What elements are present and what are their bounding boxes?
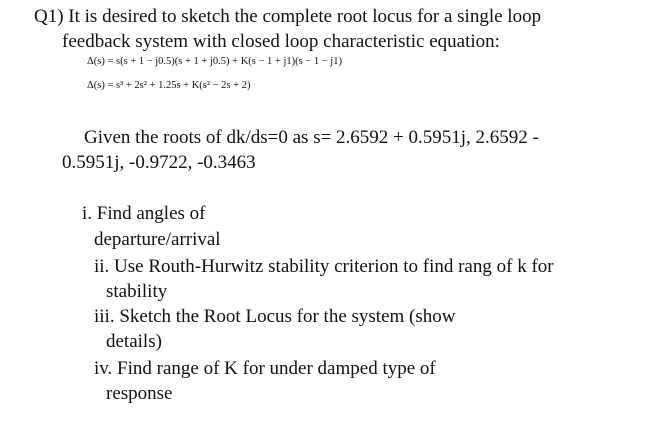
task-item-2-line-1: ii. Use Routh-Hurwitz stability criterion to find rang of k for: [94, 256, 554, 277]
task-item-3-line-2: details): [106, 331, 162, 352]
task-item-3-line-1: iii. Sketch the Root Locus for the system (show: [94, 306, 456, 327]
task-item-1-line-2: departure/arrival: [94, 229, 221, 250]
task-item-2-line-2: stability: [106, 281, 168, 302]
task-item-4-line-2: response: [106, 383, 173, 404]
question-text-line-1: Q1) It is desired to sketch the complete root locus for a single loop: [34, 6, 542, 27]
question-text-line-2: feedback system with closed loop characteristic equation:: [62, 31, 500, 52]
given-roots-line-1: Given the roots of dk/ds=0 as s= 2.6592 + 0.5951j, 2.6592 -: [84, 127, 539, 148]
characteristic-equation-factored: Δ(s) = s(s + 1 − j0.5)(s + 1 + j0.5) + K(s − 1 + j1)(s − 1 − j1): [87, 56, 342, 67]
given-roots-line-2: 0.5951j, -0.9722, -0.3463: [62, 152, 256, 173]
task-item-1-line-1: i. Find angles of: [82, 203, 206, 224]
task-item-4-line-1: iv. Find range of K for under damped type of: [94, 358, 436, 379]
characteristic-equation-expanded: Δ(s) = s³ + 2s² + 1.25s + K(s² − 2s + 2): [87, 80, 251, 91]
